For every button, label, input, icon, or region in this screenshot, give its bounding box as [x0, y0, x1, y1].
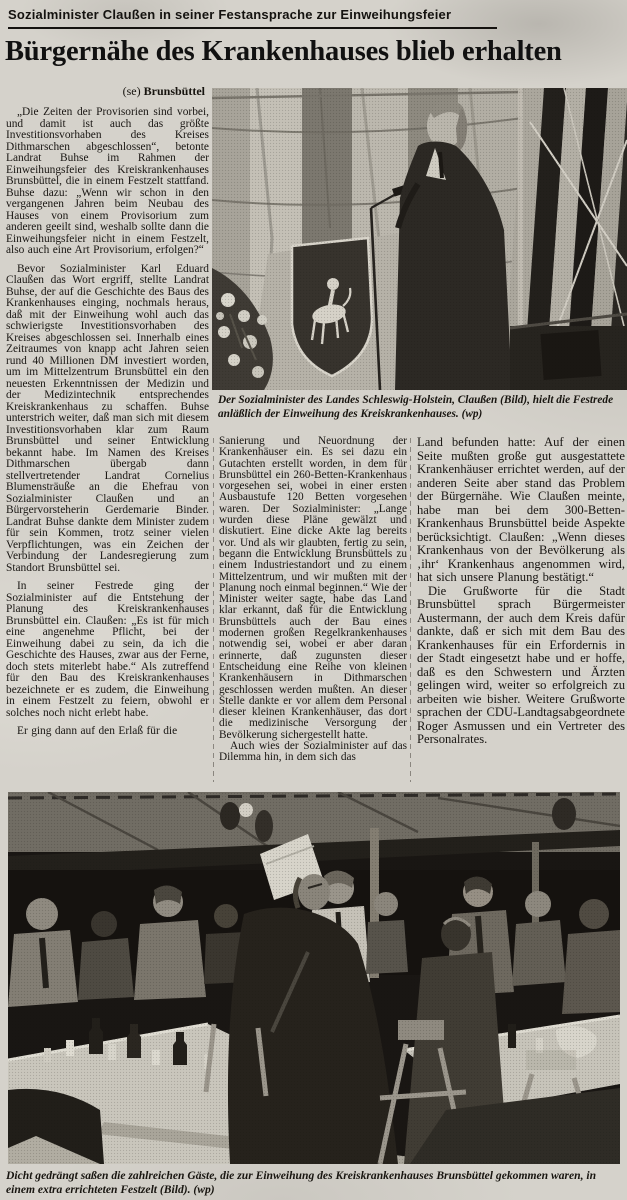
paragraph: Bevor Sozialminister Karl Eduard Claußen das Wort ergriff, stellte Landrat Buhse, der auf die Geschichte des Baus des Krankenhauses einging, nochmals heraus, daß mit der Einweihung wohl auch das schwierigste Investitionsvorhaben des Kreises abgeschlossen sei. Innerhalb eines Zeitraumes von knapp acht Jahren seien rund 40 Millionen DM investiert worden, um im Mittelzentrum Brunsbüttel ein den neuesten Erkenntnissen der Medizin und der Medizintechnik entsprechendes Kreiskrankenhaus zu schaffen. Buhse unterstrich weiter, daß man sich mit diesem Investitionsvorhaben klar zum Raum Brunsbüttel und seiner Entwicklung bekannt habe. Im Namen des Kreises Dithmarschen übergab dann stellvertretender Landrat Cornelius Blumensträuße an die Ehefrau von Sozialminister Claußen und an Bürgervorsteherin Gerdemarie Binder. Landrat Buhse dankte dem Minister zudem für sein Kommen, trotz seiner vielen Verpflichtungen, was ein Zeichen der Verbindung der Landesregierung zum Standort Brunsbüttel sei. [6, 262, 209, 574]
top-photo-illustration [212, 88, 627, 390]
paragraph: Er ging dann auf den Erlaß für die [17, 725, 178, 737]
kicker-line: Sozialminister Claußen in seiner Festansprache zur Einweihungsfeier [8, 7, 452, 22]
bottom-photo-caption: Dicht gedrängt saßen die zahlreichen Gäste, die zur Einweihung des Kreiskrankenhauses Brunsbüttel gekommen waren, in einem extra errichteten Festzelt (Bild). (wp) [6, 1169, 597, 1196]
top-photo-speaker-at-lectern [212, 88, 627, 390]
bottom-photo-guests-in-tent [8, 792, 620, 1164]
column-rule [410, 438, 411, 782]
kicker-underline [8, 27, 497, 29]
bottom-photo-illustration [8, 792, 620, 1164]
article-column-2 [219, 436, 407, 784]
article-column-3 [417, 436, 625, 784]
column-rule [213, 438, 214, 782]
paragraph: Land befunden hatte: Auf der einen Seite mußten große gut ausgestattete Krankenhäuser errichtet werden, auf der anderen Seite aber stand das Problem der Bürgernähe. Wie Claußen meinte, habe man bei dem 300-Betten-Krankenhaus Brunsbüttel beide Aspekte berücksichtigt. Claußen: „Wenn dieses Krankenhaus von der Bevölkerung als ‚ihr‘ Krankenhaus angenommen wird, hat sich unsere Planung bestätigt.“ [417, 435, 625, 584]
page-title: Bürgernähe des Krankenhauses blieb erhalten [5, 36, 562, 67]
top-photo-caption: Der Sozialminister des Landes Schleswig-Holstein, Claußen (Bild), hielt die Festrede anläßlich der Einweihung des Kreiskrankenhauses. (wp) [218, 394, 614, 420]
coat-of-arms [292, 238, 372, 376]
paragraph: Auch wies der Sozialminister auf das Dilemma hin, in dem sich das [219, 740, 407, 764]
article-column-1 [6, 107, 209, 785]
paragraph: Sanierung und Neuordnung der Krankenhäuser ein. Es sei dazu ein Gutachten erstellt worden, in dem für Brunsbüttel ein 260-Betten-Krankenhaus vorgesehen sei, wobei in einer ersten Ausbaustufe 120 Betten vorgesehen waren. Der Sozialminister: „Lange wurden diese Pläne gewälzt und diskutiert. Eine dicke Akte lag bereits vor. Und als wir glaubten, fertig zu sein, begann die Entwicklung Brunsbüttels zu einem Industriestandort und zu einem Mittelzentrum, und wir mußten mit der Planung noch einmal beginnen.“ Wie der Minister weiter sagte, habe das Land klar erkannt, daß für die Entwicklung Brunsbüttels auch der Bau eines modernen großen Regelkrankenhauses notwendig sei, wobei er aber daran erinnerte, daß zugunsten dieser Entscheidung eine Reihe von kleinen Krankenhäusern in Dithmarschen geschlossen werden mußten. An dieser Stelle dankte er vor allem dem Personal dieser kleinen Krankenhäuser, das dort die medizinische Versorgung der Bevölkerung sichergestellt hatte. [219, 435, 407, 741]
byline-location: Brunsbüttel [143, 84, 205, 98]
paragraph: Die Grußworte für die Stadt Brunsbüttel sprach Bürgermeister Austermann, der auch dem Kreis dafür dankte, daß er sich mit dem Bau des Krankenhauses für ein Erfordernis in der Stadt eingesetzt habe und er hoffe, daß es den Schwestern und Ärzten gelingen wird, weiter so erfolgreich zu arbeiten wie bisher. Weitere Grußworte sprachen der CDU-Landtagsabgeordnete Roger Asmussen und ein Vertreter des Personalrates. [417, 583, 625, 746]
paragraph: In seiner Festrede ging der Sozialminister auf die Entstehung der Planung des Kreiskrankenhauses Brunsbüttel ein. Claußen: „Es ist für mich eine angenehme Pflicht, bei der Einweihung dabei zu sein, da ich die Geschichte des Hauses, zwar aus der Ferne, doch stets miterlebt habe.“ Als zutreffend für den Bau des Kreiskrankenhauses bezeichnete er es zudem, die Einweihung in einem Festzelt zu feiern, obwohl er solches noch nicht erlebt habe. [6, 580, 209, 719]
paragraph: „Die Zeiten der Provisorien sind vorbei, und damit ist auch das größte Investitionsvorhaben des Kreises Dithmarschen abgeschlossen“, betonte Landrat Buhse im Rahmen der Einweihungsfeier des Kreiskrankenhauses Brunsbüttel, die in einem Festzelt stattfand. Buhse dazu: „Wenn wir schon in den vergangenen Jahren beim Neubau des Hauses von einem Provisorium zum anderen geeilt sind, weshalb sollte dann die Einweihungsfeier nicht in einem Festzelt, also auch eine Art Provisorium, erfolgen?“ [6, 106, 209, 256]
byline-credit: (se) [122, 84, 141, 98]
byline [0, 84, 205, 99]
